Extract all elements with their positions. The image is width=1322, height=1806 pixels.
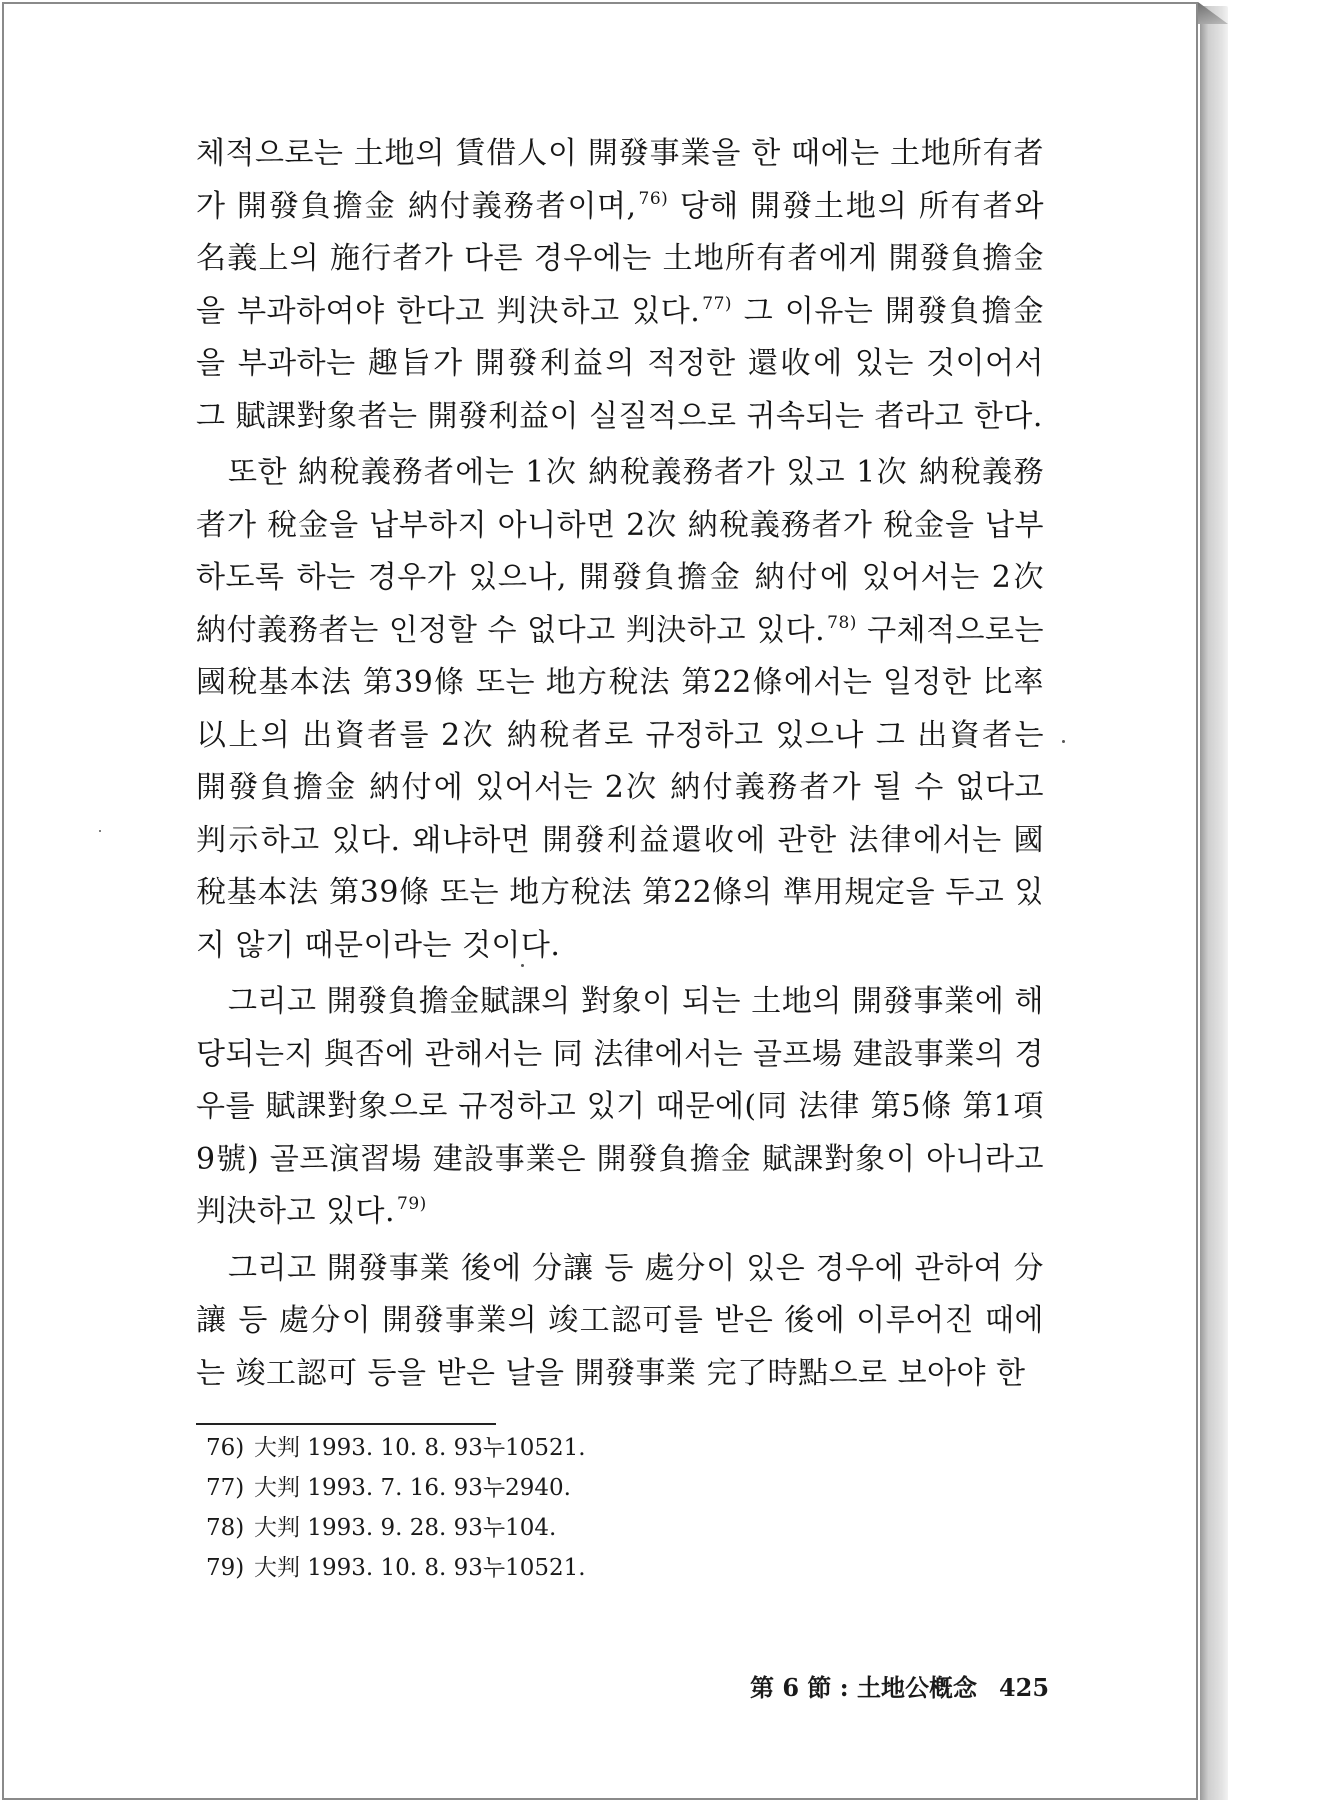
footnote-item (206, 1428, 586, 1468)
page-edge-shadow (1200, 6, 1228, 1800)
footnote-number: 79) (206, 1555, 245, 1581)
body-paragraph (196, 447, 1044, 972)
footnote-divider (196, 1423, 496, 1425)
footnote-number: 77) (206, 1475, 245, 1501)
paragraph-text: 그리고 開發事業 後에 分讓 등 處分이 있은 경우에 관하여 分讓 등 處分이 開發事業의 竣工認可를 받은 後에 이루어진 때에는 竣工認可 등을 받은 날을 開發事業 完了時點으로 보아야 한 (196, 1250, 1044, 1391)
footnote-reference: 77) (702, 293, 733, 314)
footnote-number: 76) (206, 1435, 245, 1461)
scan-speck (1062, 740, 1065, 743)
footnote-citation: 大判 1993. 10. 8. 93누10521. (254, 1435, 586, 1461)
footnote-item (206, 1468, 586, 1508)
paragraph-text: 구체적으로는 國稅基本法 第39條 또는 地方稅法 第22條에서는 일정한 比率 以上의 出資者를 2次 納稅者로 규정하고 있으나 그 出資者는 開發負擔金 納付에 있어서는 2次 納付義務者가 될 수 없다고 判示하고 있다. 왜냐하면 開發利益還收에 관한 法律에서는 國稅基本法 第39條 또는 地方稅法 第22條의 準用規定을 두고 있지 않기 때문이라는 것이다. (196, 612, 1044, 963)
footnote-citation: 大判 1993. 10. 8. 93누10521. (254, 1555, 586, 1581)
body-paragraph (196, 976, 1044, 1239)
footnote-item (206, 1548, 586, 1588)
body-text (196, 128, 1044, 1400)
page-number: 425 (998, 1673, 1050, 1702)
paragraph-text: 체적으로는 土地의 賃借人이 開發事業을 한 때에는 土地所有者가 開發負擔金 納付義務者이며, (196, 136, 1044, 224)
scan-speck (99, 830, 101, 832)
body-paragraph (196, 1243, 1044, 1401)
section-title: 第 6 節 : 土地公槪念 (750, 1673, 977, 1702)
footnote-list (206, 1428, 586, 1588)
paragraph-text: 그 이유는 開發負擔金을 부과하는 趣旨가 開發利益의 적정한 還收에 있는 것이어서 그 賦課對象者는 開發利益이 실질적으로 귀속되는 者라고 한다. (196, 293, 1045, 434)
footnote-citation: 大判 1993. 7. 16. 93누2940. (254, 1475, 571, 1501)
footnote-reference: 76) (638, 188, 669, 209)
body-paragraph (196, 128, 1044, 443)
footnote-number: 78) (206, 1515, 245, 1541)
running-footer (750, 1668, 1049, 1703)
footnote-citation: 大判 1993. 9. 28. 93누104. (254, 1515, 557, 1541)
footnote-reference: 79) (397, 1194, 427, 1214)
paragraph-text: 당해 開發土地의 所有者와 名義上의 施行者가 다른 경우에는 土地所有者에게 開發負擔金을 부과하여야 한다고 判決하고 있다. (196, 188, 1044, 329)
footnote-reference: 78) (827, 612, 857, 633)
footnote-item (206, 1508, 586, 1548)
paragraph-text: 또한 納稅義務者에는 1次 納稅義務者가 있고 1次 納稅義務者가 稅金을 납부하지 아니하면 2次 納稅義務者가 稅金을 납부하도록 하는 경우가 있으나, 開發負擔金 納付에 있어서는 2次 納付義務者는 인정할 수 없다고 判決하고 있다. (196, 455, 1044, 648)
paragraph-text: 그리고 開發負擔金賦課의 對象이 되는 土地의 開發事業에 해당되는지 與否에 관해서는 同 法律에서는 골프場 建設事業의 경우를 賦課對象으로 규정하고 있기 때문에(同 法律 第5條 第1項 9號) 골프演習場 建設事業은 開發負擔金 賦課對象이 아니라고 判決하고 있다. (196, 984, 1044, 1229)
